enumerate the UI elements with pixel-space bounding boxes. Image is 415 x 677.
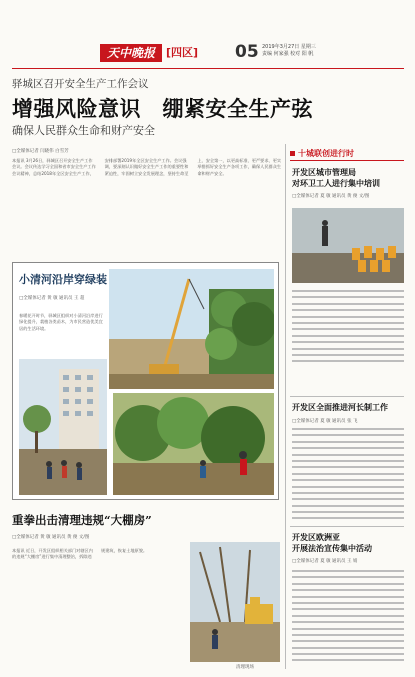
side-tag-rule	[290, 160, 404, 161]
side-tag: 十城联创进行时	[290, 148, 354, 159]
lead-subhead: 确保人民群众生命和财产安全	[12, 124, 155, 137]
side-article-2-title: 开发区全面推进河长制工作	[292, 403, 388, 412]
side-article-2-byline: □全媒体记者 夏 敏 通讯员 张 飞	[292, 419, 358, 424]
side-article-3-byline: □全媒体记者 夏 敏 通讯员 王 娟	[292, 559, 358, 564]
feature-byline: □全媒体记者 黄 敏 通讯员 王 超	[19, 296, 85, 301]
feature-photo-buildings	[19, 359, 107, 495]
side-article-1-title: 开发区城市管理局 对环卫工人进行集中培训	[292, 168, 380, 188]
page-number: 05	[235, 42, 259, 62]
feature-body: 春暖花开时节，驿城区组织对小清河沿岸进行绿化提升，栽植各类苗木，为市民营造优美宜居的生活环境。	[19, 313, 103, 331]
lead-kicker: 驿城区召开安全生产工作会议	[12, 78, 149, 90]
bottom-byline: □全媒体记者 黄 敏 通讯员 黄 俊 文/图	[12, 535, 90, 540]
side-divider-1	[290, 396, 404, 397]
side-divider-2	[290, 526, 404, 527]
feature-photo-crane	[109, 269, 274, 389]
lead-body: 本报讯 3月26日，驿城区召开安全生产工作会议。会议传达学习全国和省市安全生产工作会议精神，总结2018年全区安全生产工作，安排部署2019年全区安全生产工作。会议强调，要深刻认识做好安全生产工作的重要性和紧迫性，牢固树立安全发展理念，坚持生命至上、安全第一，以更高标准、更严要求、更实举措抓好安全生产各项工作，确保人民群众生命和财产安全。	[12, 158, 282, 176]
feature-box	[12, 262, 279, 500]
side-article-3-text	[292, 570, 404, 666]
side-article-2-text	[292, 428, 404, 524]
date-line: 2019年3月27日 星期三	[262, 44, 316, 50]
masthead-info	[262, 44, 352, 58]
side-article-3-title: 开发区欧洲亚 开展法治宣传集中活动	[292, 533, 372, 553]
bottom-body: 本报讯 近日，开发区组织相关部门对辖区内的违规“大棚房”进行集中清理整治，拆除违规建筑，恢复土地原貌。	[12, 548, 148, 560]
lead-byline: □全媒体记者 闫晓伟 白雪芳	[12, 149, 69, 154]
bottom-photo-caption: 清理现场	[236, 665, 254, 670]
bottom-photo	[190, 542, 280, 662]
feature-photo-planting	[113, 393, 274, 495]
header-rule	[12, 68, 404, 69]
side-article-1-text	[292, 290, 404, 367]
section-label: [四区]	[166, 46, 199, 59]
staff-line: 责编 何家强 校对 阳 帆	[262, 51, 314, 57]
side-article-1-photo	[292, 208, 404, 283]
newspaper-logo: 天中晚报	[100, 44, 162, 62]
column-rule	[285, 144, 286, 669]
bottom-title: 重拳出击清理违规“大棚房”	[12, 513, 152, 527]
side-article-1-byline: □全媒体记者 夏 敏 通讯员 黄 俊 文/图	[292, 194, 370, 199]
feature-title: 小清河沿岸穿绿装	[19, 273, 107, 286]
lead-headline: 增强风险意识 绷紧安全生产弦	[12, 96, 313, 121]
